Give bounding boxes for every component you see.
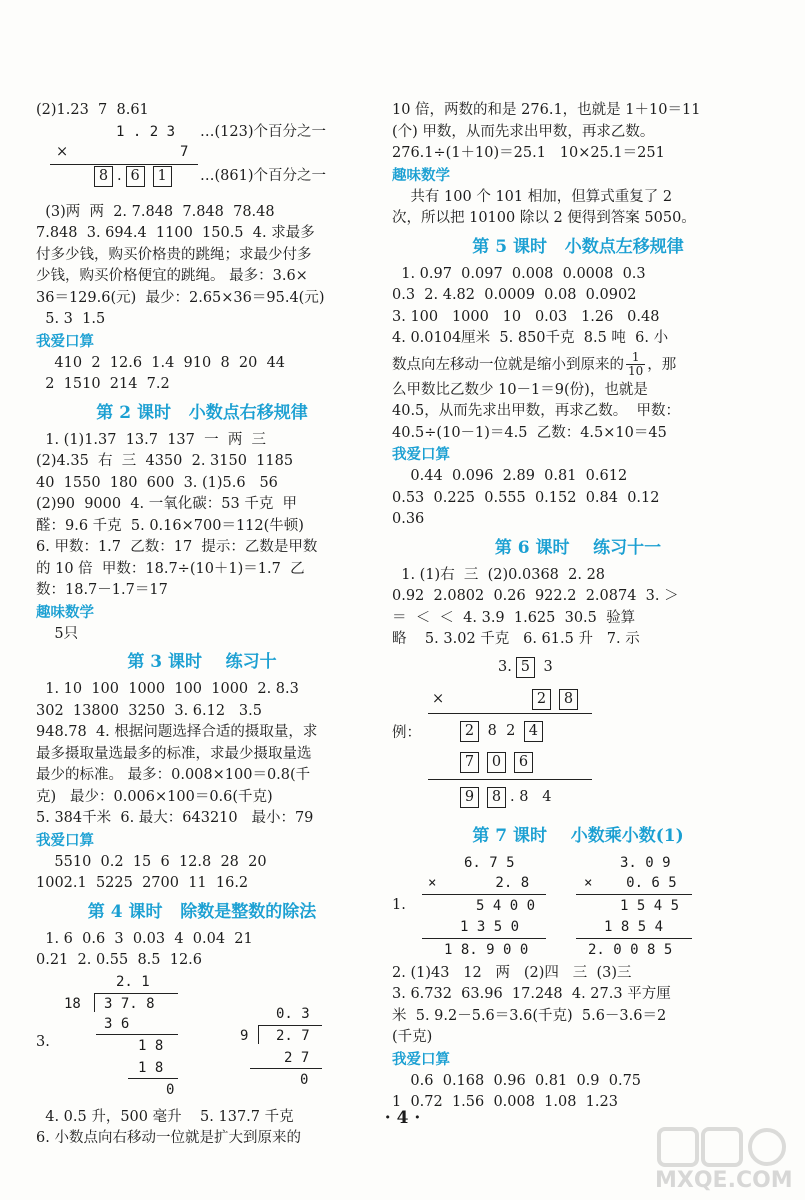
mult-top: 1 . 2 3 — [116, 123, 176, 140]
text-line: 0.21 2. 0.55 8.5 12.6 — [36, 952, 203, 968]
div1-rule — [96, 1034, 178, 1035]
text-line: (2)90 9000 4. 一氧化碳：53 千克 甲 — [36, 496, 298, 512]
lesson-6-title: 第 6 课时 练习十一 — [494, 537, 662, 558]
item-label: 1. — [392, 896, 406, 913]
text-line: 1. (1)1.37 13.7 137 一 两 三 — [36, 431, 267, 448]
times-sign: × — [432, 690, 445, 707]
lesson-5-title: 第 5 课时 小数点左移规律 — [472, 236, 684, 257]
text-line: 5. 384千米 6. 最大：643210 最小：79 — [36, 810, 314, 826]
m1-top: 6. 7 5 — [464, 854, 515, 871]
text-line: 1 0.72 1.56 0.008 1.08 1.23 — [392, 1094, 618, 1110]
ex-rule — [428, 713, 592, 714]
text-line: 5510 0.2 15 6 12.8 28 20 — [36, 853, 267, 870]
text-line: 5. 3 1.5 — [36, 311, 106, 327]
div1-bracket — [94, 994, 95, 1012]
text-line: 5只 — [36, 625, 79, 642]
watermark-logo — [655, 1125, 793, 1193]
m1-p1: 5 4 0 0 — [476, 897, 536, 914]
item-label: 3. — [36, 1033, 50, 1050]
text-line: 6. 甲数：1.7 乙数：17 提示：乙数是甲数 — [36, 539, 318, 555]
text-line: 6. 小数点向右移动一位就是扩大到原来的 — [36, 1130, 301, 1146]
text-line: 0.36 — [392, 511, 425, 527]
text-line: 0.44 0.096 2.89 0.81 0.612 — [392, 468, 628, 484]
m2-p1: 1 5 4 5 — [620, 897, 680, 914]
watermark-icon — [655, 1125, 790, 1170]
m1-p2: 1 3 5 0 — [460, 918, 520, 935]
section-title-koushuan: 我爱口算 — [392, 1050, 450, 1068]
section-title-koushuan: 我爱口算 — [392, 446, 450, 463]
text-line: 略 5. 3.02 千克 6. 61.5 升 7. 示 — [392, 631, 640, 647]
fraction-one-tenth: $\frac{1}{10}$ — [628, 350, 644, 378]
page-number: · 4 · — [384, 1108, 421, 1128]
mult-result-note: …(861)个百分之一 — [200, 167, 326, 184]
fraction-line: 数点向左移动一位就是缩小到原来的 $\frac{1}{10}$ ，那 — [392, 350, 677, 378]
lesson-4-title: 第 4 课时 除数是整数的除法 — [87, 901, 317, 922]
m2-mul: × 0. 6 5 — [584, 874, 677, 891]
div1-sub2: 1 8 — [138, 1059, 164, 1076]
text-line: 40 1550 180 600 3. (1)5.6 56 — [36, 474, 278, 491]
text-line: 最多摄取量选最多的标准，求最少摄取量选 — [36, 745, 312, 762]
text-line: 醛：9.6 千克 5. 0.16×700＝112(牛顿) — [36, 517, 304, 534]
text-line: (2)4.35 右 三 4350 2. 3150 1185 — [36, 453, 294, 469]
div2-quotient: 0. 3 — [276, 1005, 310, 1022]
m2-top: 3. 0 9 — [620, 854, 671, 871]
mult-rule — [50, 164, 198, 165]
mult-result: 8 . 6 1 — [90, 166, 176, 188]
mult-top-note: …(123)个百分之一 — [200, 123, 326, 140]
watermark-text: MXQE.COM — [655, 1168, 793, 1193]
text-line: 4. 0.5 升，500 毫升 5. 137.7 千克 — [36, 1108, 294, 1125]
ex-row1: 3. 5 3 — [498, 657, 553, 679]
text-line: 的 10 倍 甲数：18.7÷(10＋1)＝1.7 乙 — [36, 560, 305, 577]
text-line: 最少的标准。 最多：0.008×100＝0.8(千 — [36, 767, 311, 783]
ex-label: 例： — [392, 724, 421, 741]
div2-bracket — [258, 1026, 259, 1044]
text-line: 次，所以把 10100 除以 2 便得到答案 5050。 — [392, 210, 696, 226]
m2-rule — [576, 894, 692, 895]
text-line: 少钱，购买价格便宜的跳绳。 最多：3.6× — [36, 268, 308, 284]
text-line: 共有 100 个 101 相加，但算式重复了 2 — [392, 188, 673, 205]
mult-bottom: 7 — [180, 143, 189, 160]
text-line: ＝ ＜ ＜ 4. 3.9 1.625 30.5 验算 — [392, 609, 636, 626]
multiplication-1-23x7 — [36, 122, 368, 186]
ex-row5: 9 8 . 8 4 — [456, 787, 552, 809]
div1-rule — [128, 1078, 178, 1079]
right-column — [392, 100, 764, 1114]
text-line: 0.92 2.0802 0.26 922.2 2.0874 3. ＞ — [392, 588, 679, 604]
text-line: 0.6 0.168 0.96 0.81 0.9 0.75 — [392, 1072, 642, 1089]
div2-sub: 2 7 — [284, 1049, 310, 1066]
m2-res: 2. 0 0 8 5 — [588, 941, 673, 958]
m1-rule — [422, 938, 546, 939]
section-title-koushuan: 我爱口算 — [36, 332, 94, 350]
text-line: 10 倍，两数的和是 276.1，也就是 1＋10＝11 — [392, 102, 701, 118]
text-line: 0.53 0.225 0.555 0.152 0.84 0.12 — [392, 489, 660, 506]
text-line: 数：18.7－1.7＝17 — [36, 582, 168, 598]
div1-quotient: 2. 1 — [116, 973, 150, 990]
times-sign: × — [56, 143, 69, 160]
div2-rule — [250, 1068, 322, 1069]
m1-mul: × 2. 8 — [428, 874, 530, 891]
section-title-koushuan: 我爱口算 — [36, 831, 94, 849]
m1-rule — [422, 894, 546, 895]
div1-rem2: 0 — [166, 1081, 175, 1098]
long-division-block — [36, 972, 368, 1107]
text-line: (3)两 两 2. 7.848 7.848 78.48 — [36, 203, 275, 220]
text-line: 2. (1)43 12 两 (2)四 三 (3)三 — [392, 964, 632, 981]
left-column — [36, 100, 368, 1150]
m2-p2: 1 8 5 4 — [604, 918, 664, 935]
ex-row4: 7 0 6 — [456, 752, 537, 774]
text-line: 3. 6.732 63.96 17.248 4. 27.3 平方厘 — [392, 986, 671, 1002]
text-line: 410 2 12.6 1.4 910 8 20 44 — [36, 354, 286, 371]
div2-divisor: 9 — [240, 1027, 249, 1044]
text-line: (千克) — [392, 1029, 433, 1045]
text-line: 1002.1 5225 2700 11 16.2 — [36, 875, 249, 891]
section-title-fun-math: 趣味数学 — [36, 603, 94, 621]
text-line: (个) 甲数，从而先求出甲数，再求乙数。 — [392, 123, 655, 140]
ex-row3: 2 8 2 4 — [456, 721, 547, 743]
text-line: 3. 100 1000 10 0.03 1.26 0.48 — [392, 308, 660, 325]
div1-divisor: 18 — [64, 995, 81, 1012]
text-line: 4. 0.0104厘米 5. 850千克 8.5 吨 6. 小 — [392, 330, 669, 346]
text-line: 付多少钱，购买价格贵的跳绳；求最少付多 — [36, 246, 312, 263]
div1-sub1: 3 6 — [104, 1015, 130, 1032]
lesson-3-title: 第 3 课时 练习十 — [127, 652, 277, 672]
div1-dividend: 3 7. 8 — [104, 995, 155, 1012]
text-line: 36＝129.6(元) 最少：2.65×36＝95.4(元) — [36, 289, 325, 306]
multiplication-pair — [392, 853, 764, 963]
text-line: 0.3 2. 4.82 0.0009 0.08 0.0902 — [392, 287, 637, 303]
text-line: 克) 最少：0.006×100＝0.6(千克) — [36, 788, 273, 805]
div1-rem1: 1 8 — [138, 1037, 164, 1054]
example-multiplication — [392, 651, 764, 819]
div2-rem: 0 — [300, 1071, 309, 1088]
text-line: 7.848 3. 694.4 1100 150.5 4. 求最多 — [36, 225, 315, 241]
q2-header: (2)1.23 7 8.61 — [36, 102, 149, 118]
ex-rule — [428, 779, 592, 780]
text-line: 40.5÷(10－1)＝4.5 乙数：4.5×10＝45 — [392, 424, 667, 441]
text-line: 1. (1)右 三 (2)0.0368 2. 28 — [392, 566, 606, 583]
text-line: 么甲数比乙数少 10－1＝9(份)，也就是 — [392, 381, 648, 398]
text-line: 302 13800 3250 3. 6.12 3.5 — [36, 702, 262, 719]
text-line: 米 5. 9.2－5.6＝3.6(千克) 5.6－3.6＝2 — [392, 1007, 667, 1024]
text-line: 1. 10 100 1000 100 1000 2. 8.3 — [36, 681, 299, 697]
text-line: 948.78 4. 根据问题选择合适的摄取量，求 — [36, 724, 318, 740]
m2-rule — [576, 938, 692, 939]
text-line: 1. 0.97 0.097 0.008 0.0008 0.3 — [392, 265, 646, 282]
m1-res: 1 8. 9 0 0 — [444, 941, 529, 958]
lesson-2-title: 第 2 课时 小数点右移规律 — [96, 402, 308, 423]
text-line: 2 1510 214 7.2 — [36, 376, 170, 392]
ex-row2: 2 8 — [528, 689, 582, 711]
section-title-fun-math: 趣味数学 — [392, 166, 450, 184]
text-line: 40.5，从而先求出甲数，再求乙数。 甲数： — [392, 403, 681, 419]
text-line: 276.1÷(1＋10)＝25.1 10×25.1＝251 — [392, 145, 665, 161]
text-line: 1. 6 0.6 3 0.03 4 0.04 21 — [36, 930, 253, 947]
div2-dividend: 2. 7 — [276, 1027, 310, 1044]
lesson-7-title: 第 7 课时 小数乘小数(1) — [472, 825, 684, 846]
